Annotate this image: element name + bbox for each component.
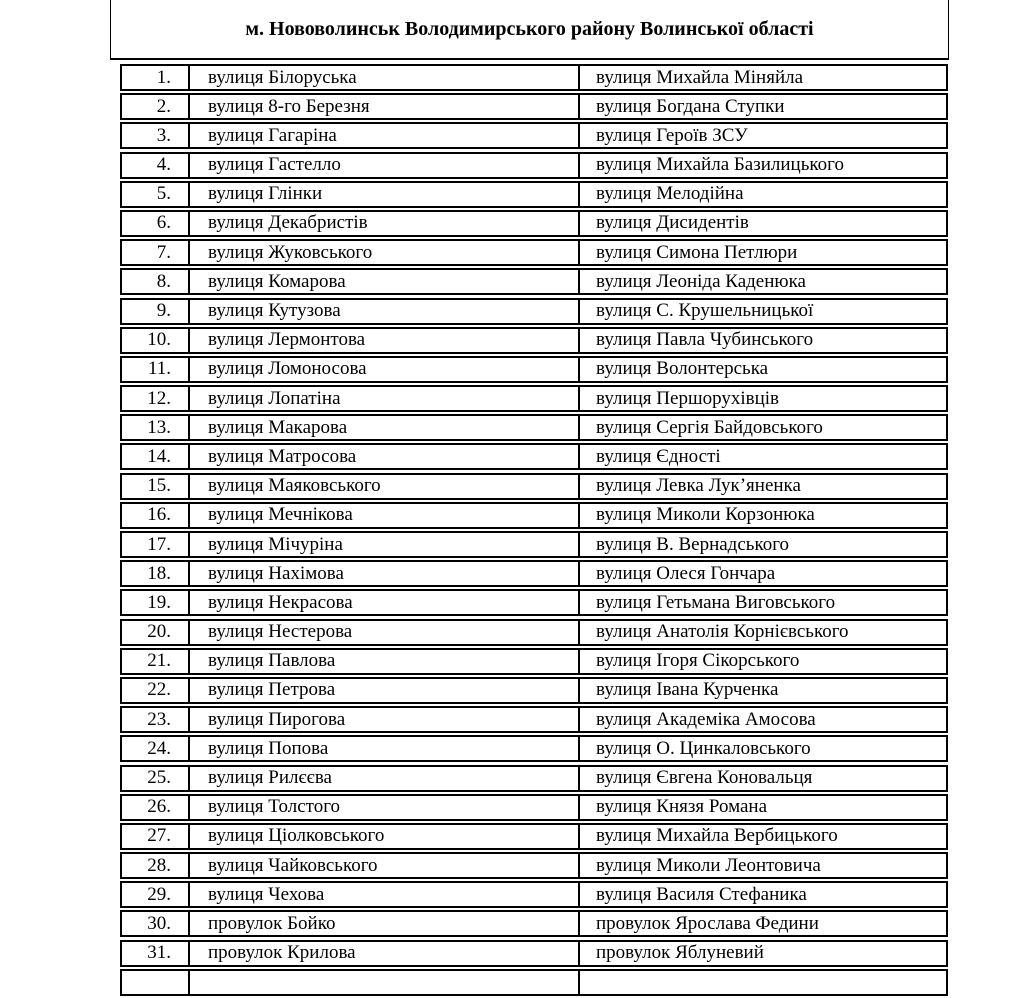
old-street-name: вулиця Лопатіна [190, 387, 580, 410]
old-street-name: вулиця 8-го Березня [190, 95, 580, 118]
new-street-name: вулиця Академіка Амосова [596, 708, 816, 730]
new-street-name: вулиця Волонтерська [596, 358, 769, 380]
row-number: 20. [122, 621, 190, 644]
table-row [120, 210, 948, 237]
new-street-name: вулиця Анатолія Корнієвського [596, 621, 849, 643]
table-title-cell [110, 0, 949, 60]
table-row [120, 268, 948, 295]
table-row [120, 735, 948, 762]
old-street-name: вулиця Чехова [190, 883, 580, 906]
table-row [120, 327, 948, 354]
row-number: 23. [122, 708, 190, 731]
new-street-name: вулиця С. Крушельницької [596, 300, 814, 321]
new-street-name: вулиця Героїв ЗСУ [596, 124, 748, 146]
row-number: 16. [122, 504, 190, 527]
row-number: 7. [122, 241, 190, 264]
new-street-name: вулиця В. Вернадського [596, 533, 790, 555]
old-street-name: вулиця Некрасова [190, 591, 580, 614]
old-street-name: вулиця Лермонтова [190, 329, 580, 352]
old-street-name: вулиця Толстого [190, 796, 580, 819]
table-row [120, 152, 948, 179]
new-street-name: вулиця Леоніда Каденюка [596, 270, 806, 292]
row-number: 26. [122, 796, 190, 819]
row-number: 24. [122, 737, 190, 760]
row-number: 6. [122, 212, 190, 235]
old-street-name: вулиця Нестерова [190, 621, 580, 644]
row-number: 18. [122, 562, 190, 585]
row-number: 30. [122, 912, 190, 935]
old-street-name: провулок Бойко [190, 912, 580, 935]
old-street-name: вулиця Гастелло [190, 154, 580, 177]
table-row [120, 502, 948, 529]
new-street-name: вулиця Сергія Байдовського [596, 416, 823, 438]
old-street-name: вулиця Ломоносова [190, 358, 580, 381]
row-number: 19. [122, 591, 190, 614]
empty-table-row [120, 969, 948, 996]
old-street-name: вулиця Білоруська [190, 66, 580, 89]
old-street-name: вулиця Макарова [190, 416, 580, 439]
new-street-name: вулиця Князя Романа [596, 796, 768, 818]
old-street-name: вулиця Гагаріна [190, 124, 580, 147]
row-number: 2. [122, 95, 190, 118]
new-street-name: вулиця О. Цинкаловського [596, 737, 811, 759]
table-row [120, 473, 948, 500]
table-row [120, 93, 948, 120]
table-row [120, 648, 948, 675]
table-row [120, 298, 948, 325]
row-number: 31. [122, 942, 190, 965]
new-street-name: вулиця Миколи Корзонюка [596, 504, 815, 526]
row-number: 22. [122, 679, 190, 702]
new-street-name: вулиця Василя Стефаника [596, 883, 807, 905]
new-street-name: вулиця Єдності [596, 445, 721, 467]
row-number: 10. [122, 329, 190, 352]
new-street-name: вулиця Ігоря Сікорського [596, 650, 800, 672]
table-row [120, 443, 948, 470]
table-row [120, 181, 948, 208]
new-street-name: провулок Ярослава Федини [596, 912, 819, 934]
old-street-name: вулиця Пирогова [190, 708, 580, 731]
table-row [120, 619, 948, 646]
row-number: 11. [122, 358, 190, 381]
row-number: 3. [122, 124, 190, 147]
new-street-name: вулиця Богдана Ступки [596, 95, 785, 117]
new-street-name: вулиця Гетьмана Виговського [596, 591, 836, 613]
table-row [120, 414, 948, 441]
old-street-name: вулиця Матросова [190, 445, 580, 468]
old-street-name: вулиця Мічуріна [190, 533, 580, 556]
old-street-name: вулиця Петрова [190, 679, 580, 702]
new-street-name: вулиця Михайла Вербицького [596, 825, 838, 847]
table-row [120, 560, 948, 587]
row-number: 25. [122, 767, 190, 790]
table-row [120, 940, 948, 967]
row-number: 5. [122, 183, 190, 206]
row-number: 12. [122, 387, 190, 410]
old-street-name: вулиця Кутузова [190, 300, 580, 323]
new-street-name: вулиця Симона Петлюри [596, 241, 798, 263]
new-street-name: вулиця Дисидентів [596, 212, 749, 234]
table-row [120, 881, 948, 908]
table-row [120, 122, 948, 149]
street-rename-table [120, 64, 948, 998]
old-street-name: вулиця Мечнікова [190, 504, 580, 527]
old-street-name: вулиця Маяковського [190, 475, 580, 498]
row-number: 17. [122, 533, 190, 556]
old-street-name-empty [190, 971, 580, 994]
old-street-name: вулиця Глінки [190, 183, 580, 206]
table-row [120, 677, 948, 704]
new-street-name: вулиця Михайла Базилицького [596, 154, 844, 176]
table-row [120, 356, 948, 383]
new-street-name: вулиця Мелодійна [596, 183, 744, 205]
new-street-name-empty [580, 971, 946, 994]
old-street-name: вулиця Жуковського [190, 241, 580, 264]
old-street-name: вулиця Чайковського [190, 854, 580, 877]
table-row [120, 823, 948, 850]
table-row [120, 531, 948, 558]
new-street-name: вулиця Євгена Коновальця [596, 767, 813, 788]
table-row [120, 910, 948, 937]
new-street-name: вулиця Павла Чубинського [596, 329, 814, 351]
new-street-name: вулиця Першорухівців [596, 387, 779, 409]
row-number: 29. [122, 883, 190, 906]
new-street-name: провулок Яблуневий [596, 942, 764, 964]
old-street-name: вулиця Павлова [190, 650, 580, 673]
row-number: 4. [122, 154, 190, 177]
row-number: 14. [122, 445, 190, 468]
table-row [120, 385, 948, 412]
new-street-name: вулиця Михайла Міняйла [596, 66, 804, 88]
old-street-name: вулиця Декабристів [190, 212, 580, 235]
table-row [120, 852, 948, 879]
row-number: 28. [122, 854, 190, 877]
old-street-name: вулиця Попова [190, 737, 580, 760]
row-number: 8. [122, 270, 190, 293]
new-street-name: вулиця Івана Курченка [596, 679, 779, 701]
table-row [120, 239, 948, 266]
row-number: 15. [122, 475, 190, 498]
new-street-name: вулиця Левка Лук’яненка [596, 475, 801, 497]
row-number: 21. [122, 650, 190, 673]
old-street-name: вулиця Ціолковського [190, 825, 580, 848]
new-street-name: вулиця Миколи Леонтовича [596, 854, 821, 876]
table-row [120, 64, 948, 91]
table-row [120, 589, 948, 616]
row-number-empty [122, 971, 190, 994]
table-row [120, 794, 948, 821]
page-title: м. Нововолинськ Володимирського району Волинської області [245, 17, 814, 40]
old-street-name: провулок Крилова [190, 942, 580, 965]
old-street-name: вулиця Комарова [190, 270, 580, 293]
row-number: 9. [122, 300, 190, 323]
table-row [120, 706, 948, 733]
row-number: 27. [122, 825, 190, 848]
old-street-name: вулиця Нахімова [190, 562, 580, 585]
new-street-name: вулиця Олеся Гончара [596, 562, 776, 584]
row-number: 13. [122, 416, 190, 439]
old-street-name: вулиця Рилєєва [190, 767, 580, 790]
row-number: 1. [122, 66, 190, 89]
table-row [120, 765, 948, 792]
